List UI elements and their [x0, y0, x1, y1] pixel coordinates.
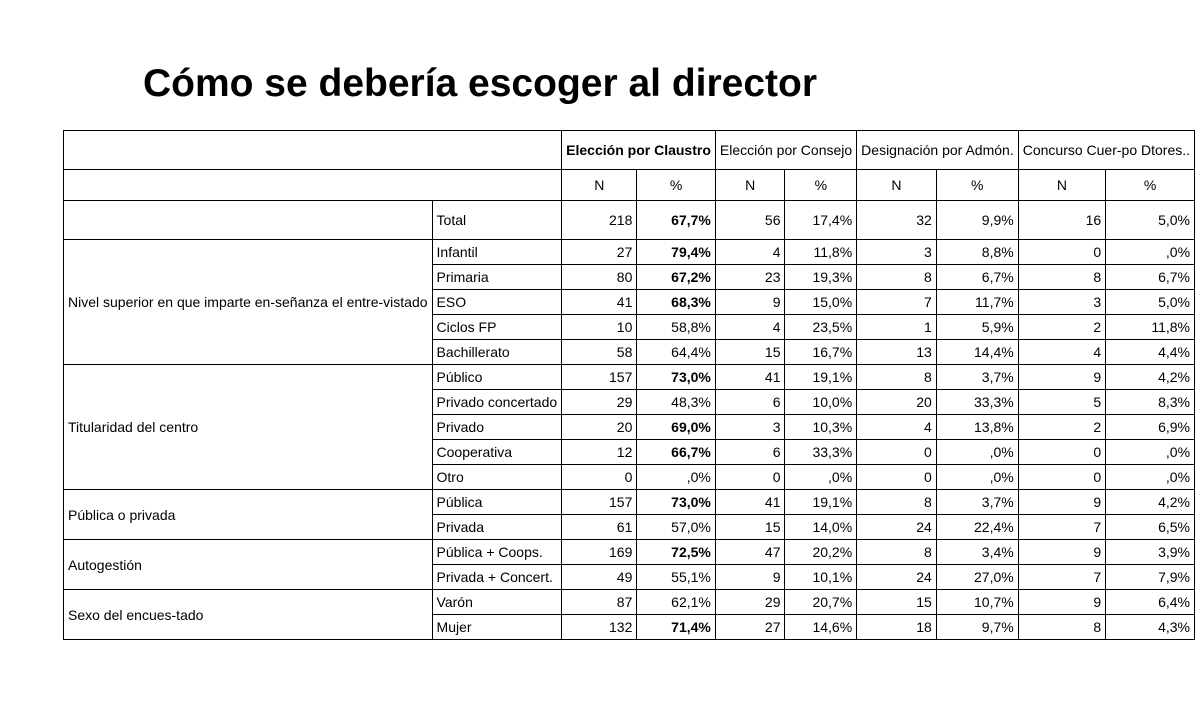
data-cell: 33,3%	[936, 390, 1018, 415]
data-cell: ,0%	[936, 465, 1018, 490]
data-cell: 0	[857, 440, 937, 465]
page-title: Cómo se debería escoger al director	[142, 62, 818, 105]
data-cell: 157	[562, 490, 637, 515]
data-cell: 5,0%	[1106, 290, 1195, 315]
row-label: Pública + Coops.	[432, 540, 562, 565]
data-cell: 66,7%	[637, 440, 716, 465]
data-cell: 3,9%	[1106, 540, 1195, 565]
data-cell: 48,3%	[637, 390, 716, 415]
data-cell: 24	[857, 515, 937, 540]
data-cell: 3	[857, 240, 937, 265]
group-label: Autogestión	[64, 540, 433, 590]
table-row	[64, 590, 1195, 615]
data-cell: 20,2%	[785, 540, 857, 565]
data-cell: 19,3%	[785, 265, 857, 290]
data-cell: 9,9%	[936, 201, 1018, 240]
row-label: Privada + Concert.	[432, 565, 562, 590]
data-cell: 0	[857, 465, 937, 490]
data-cell: 4	[715, 315, 785, 340]
data-cell: 32	[857, 201, 937, 240]
data-cell: 3,7%	[936, 490, 1018, 515]
data-cell: 23	[715, 265, 785, 290]
row-label: Bachillerato	[432, 340, 562, 365]
subheader-cell: %	[637, 170, 716, 201]
data-cell: 20,7%	[785, 590, 857, 615]
data-cell: 4,4%	[1106, 340, 1195, 365]
data-cell: 58	[562, 340, 637, 365]
data-cell: 72,5%	[637, 540, 716, 565]
data-cell: 3	[715, 415, 785, 440]
data-cell: 13,8%	[936, 415, 1018, 440]
row-label: Pública	[432, 490, 562, 515]
data-cell: 4,2%	[1106, 490, 1195, 515]
data-cell: 0	[1018, 440, 1106, 465]
data-cell: ,0%	[936, 440, 1018, 465]
data-cell: 11,7%	[936, 290, 1018, 315]
data-cell: 6	[715, 440, 785, 465]
data-cell: 68,3%	[637, 290, 716, 315]
data-cell: 14,0%	[785, 515, 857, 540]
subheader-corner	[64, 170, 562, 201]
header-corner	[64, 131, 562, 170]
data-cell: 3,4%	[936, 540, 1018, 565]
data-cell: 73,0%	[637, 490, 716, 515]
table-row	[64, 490, 1195, 515]
data-cell: 8,8%	[936, 240, 1018, 265]
data-cell: 41	[715, 490, 785, 515]
data-cell: 157	[562, 365, 637, 390]
data-cell: 8,3%	[1106, 390, 1195, 415]
data-cell: 9	[715, 290, 785, 315]
data-cell: 169	[562, 540, 637, 565]
data-cell: 20	[562, 415, 637, 440]
data-cell: 27	[562, 240, 637, 265]
row-label: Privado	[432, 415, 562, 440]
data-cell: 10,1%	[785, 565, 857, 590]
data-cell: 0	[715, 465, 785, 490]
data-cell: 5,0%	[1106, 201, 1195, 240]
row-label: Privado concertado	[432, 390, 562, 415]
data-cell: 87	[562, 590, 637, 615]
data-cell: 8	[857, 540, 937, 565]
data-cell: 15	[715, 515, 785, 540]
row-label: Total	[432, 201, 562, 240]
data-cell: 79,4%	[637, 240, 716, 265]
data-cell: 218	[562, 201, 637, 240]
data-cell: 11,8%	[785, 240, 857, 265]
subheader-cell: %	[936, 170, 1018, 201]
data-cell: 9	[1018, 490, 1106, 515]
data-cell: 7	[1018, 565, 1106, 590]
column-header: Elección por Claustro	[562, 131, 716, 170]
subheader-cell: %	[1106, 170, 1195, 201]
row-label: Mujer	[432, 615, 562, 640]
data-cell: 10,3%	[785, 415, 857, 440]
data-cell: 0	[562, 465, 637, 490]
group-label: Pública o privada	[64, 490, 433, 540]
data-cell: 27,0%	[936, 565, 1018, 590]
data-cell: 7,9%	[1106, 565, 1195, 590]
data-cell: 15,0%	[785, 290, 857, 315]
subheader-cell: N	[562, 170, 637, 201]
data-cell: 2	[1018, 415, 1106, 440]
table-row	[64, 540, 1195, 565]
data-cell: 14,6%	[785, 615, 857, 640]
data-cell: 7	[857, 290, 937, 315]
data-cell: 41	[562, 290, 637, 315]
header-row	[64, 131, 1195, 170]
data-cell: 15	[857, 590, 937, 615]
data-cell: 10,7%	[936, 590, 1018, 615]
data-cell: 9	[1018, 540, 1106, 565]
data-cell: 8	[1018, 265, 1106, 290]
data-cell: 12	[562, 440, 637, 465]
data-cell: 56	[715, 201, 785, 240]
data-cell: 6	[715, 390, 785, 415]
data-cell: 8	[857, 265, 937, 290]
data-cell: 22,4%	[936, 515, 1018, 540]
data-cell: 49	[562, 565, 637, 590]
data-cell: ,0%	[1106, 440, 1195, 465]
group-label: Sexo del encues-tado	[64, 590, 433, 640]
data-cell: 27	[715, 615, 785, 640]
data-cell: ,0%	[1106, 465, 1195, 490]
data-cell: 19,1%	[785, 490, 857, 515]
data-cell: 6,7%	[1106, 265, 1195, 290]
row-label: Privada	[432, 515, 562, 540]
data-cell: 10,0%	[785, 390, 857, 415]
data-cell: ,0%	[637, 465, 716, 490]
row-label: Ciclos FP	[432, 315, 562, 340]
subheader-cell: N	[1018, 170, 1106, 201]
data-cell: 7	[1018, 515, 1106, 540]
data-cell: 6,4%	[1106, 590, 1195, 615]
column-header: Concurso Cuer-po Dtores..	[1018, 131, 1194, 170]
data-cell: ,0%	[1106, 240, 1195, 265]
data-cell: 67,7%	[637, 201, 716, 240]
data-cell: 29	[562, 390, 637, 415]
data-cell: 132	[562, 615, 637, 640]
survey-table	[63, 130, 1195, 640]
data-cell: 10	[562, 315, 637, 340]
data-cell: 5	[1018, 390, 1106, 415]
total-group-cell	[64, 201, 433, 240]
data-cell: 23,5%	[785, 315, 857, 340]
row-label: Público	[432, 365, 562, 390]
data-cell: 6,7%	[936, 265, 1018, 290]
subheader-cell: N	[715, 170, 785, 201]
table-row	[64, 240, 1195, 265]
data-cell: 64,4%	[637, 340, 716, 365]
data-cell: 57,0%	[637, 515, 716, 540]
data-cell: 9	[715, 565, 785, 590]
data-cell: 6,9%	[1106, 415, 1195, 440]
data-cell: 69,0%	[637, 415, 716, 440]
data-cell: 67,2%	[637, 265, 716, 290]
data-cell: 62,1%	[637, 590, 716, 615]
row-label: Otro	[432, 465, 562, 490]
data-cell: 9	[1018, 590, 1106, 615]
data-cell: 17,4%	[785, 201, 857, 240]
data-cell: 4	[1018, 340, 1106, 365]
data-cell: 5,9%	[936, 315, 1018, 340]
subheader-cell: N	[857, 170, 937, 201]
group-label: Nivel superior en que imparte en-señanza el entre-vistado	[64, 240, 433, 365]
row-label: Varón	[432, 590, 562, 615]
data-cell: 41	[715, 365, 785, 390]
data-cell: 55,1%	[637, 565, 716, 590]
data-cell: 4	[715, 240, 785, 265]
group-label: Titularidad del centro	[64, 365, 433, 490]
subheader-cell: %	[785, 170, 857, 201]
row-label: ESO	[432, 290, 562, 315]
data-cell: 0	[1018, 465, 1106, 490]
data-cell: 47	[715, 540, 785, 565]
data-cell: 15	[715, 340, 785, 365]
data-cell: 24	[857, 565, 937, 590]
data-cell: 14,4%	[936, 340, 1018, 365]
data-cell: 2	[1018, 315, 1106, 340]
data-cell: 4	[857, 415, 937, 440]
data-cell: 58,8%	[637, 315, 716, 340]
data-cell: 9,7%	[936, 615, 1018, 640]
table-row	[64, 365, 1195, 390]
row-label: Cooperativa	[432, 440, 562, 465]
total-row	[64, 201, 1195, 240]
data-cell: 8	[857, 490, 937, 515]
column-header: Designación por Admón.	[857, 131, 1019, 170]
data-cell: 33,3%	[785, 440, 857, 465]
subheader-row	[64, 170, 1195, 201]
data-cell: 8	[1018, 615, 1106, 640]
data-cell: 3	[1018, 290, 1106, 315]
data-cell: 3,7%	[936, 365, 1018, 390]
data-cell: 71,4%	[637, 615, 716, 640]
data-cell: 9	[1018, 365, 1106, 390]
data-cell: 19,1%	[785, 365, 857, 390]
data-cell: 20	[857, 390, 937, 415]
data-cell: 8	[857, 365, 937, 390]
data-cell: 73,0%	[637, 365, 716, 390]
data-cell: 61	[562, 515, 637, 540]
data-cell: 6,5%	[1106, 515, 1195, 540]
data-cell: 4,3%	[1106, 615, 1195, 640]
data-cell: 80	[562, 265, 637, 290]
data-cell: 11,8%	[1106, 315, 1195, 340]
data-cell: 4,2%	[1106, 365, 1195, 390]
data-cell: 0	[1018, 240, 1106, 265]
data-cell: 16	[1018, 201, 1106, 240]
column-header: Elección por Consejo	[715, 131, 856, 170]
row-label: Primaria	[432, 265, 562, 290]
data-cell: 18	[857, 615, 937, 640]
data-cell: 13	[857, 340, 937, 365]
data-cell: 16,7%	[785, 340, 857, 365]
row-label: Infantil	[432, 240, 562, 265]
data-cell: 29	[715, 590, 785, 615]
data-cell: ,0%	[785, 465, 857, 490]
data-cell: 1	[857, 315, 937, 340]
